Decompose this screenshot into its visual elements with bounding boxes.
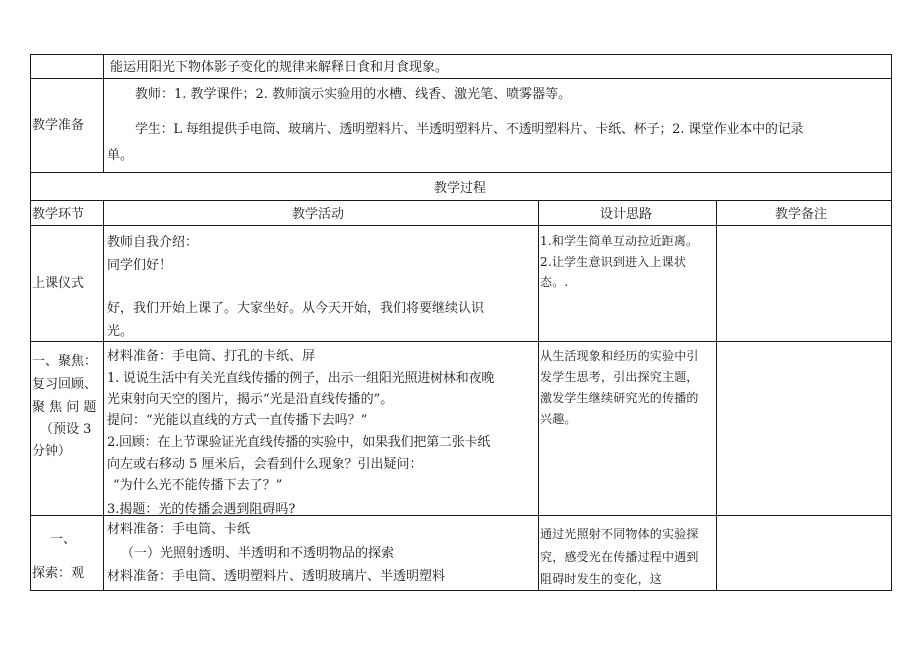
intro-activity-line: 同学们好！ <box>107 258 173 273</box>
prep-label-cell <box>30 78 104 173</box>
explore-activity-cell <box>103 515 539 591</box>
focus-design-line: 发学生思考，引出探究主题， <box>540 370 699 384</box>
focus-design-line: 兴趣。 <box>540 412 577 426</box>
focus-activity-line: “为什么光不能传播下去了？” <box>113 478 283 493</box>
explore-design-line: 究，感受光在传播过程中遇到 <box>540 550 699 564</box>
header-stage-cell <box>30 200 104 226</box>
focus-activity-line: 光束射向天空的图片，揭示“光是沿直线传播的”。 <box>107 392 394 407</box>
focus-activity-cell <box>103 341 539 516</box>
header-activity: 教学活动 <box>292 207 345 222</box>
focus-activity-line: 提问：“光能以直线的方式一直传播下去吗？” <box>107 413 368 428</box>
intro-activity-cell <box>103 225 539 342</box>
intro-stage: 上课仪式 <box>32 276 85 291</box>
focus-stage-cell <box>30 341 104 516</box>
prep-student-line-2: 单。 <box>107 148 134 163</box>
goal-content-cell <box>103 54 892 79</box>
process-title-cell <box>30 172 892 201</box>
focus-design-cell <box>538 341 717 516</box>
focus-activity-line: 1. 说说生活中有关光直线传播的例子，出示一组阳光照进树林和夜晚 <box>107 371 495 386</box>
focus-stage-line: 一、聚焦： <box>32 354 98 369</box>
focus-activity-line: 2.回顾：在上节课验证光直线传播的实验中，如果我们把第二张卡纸 <box>107 435 491 450</box>
intro-notes-cell <box>716 225 892 342</box>
header-stage: 教学环节 <box>32 207 85 222</box>
explore-activity-line: 材料准备：手电筒、卡纸 <box>107 522 251 537</box>
prep-student-line-1: 学生：L 每组提供手电筒、玻璃片、透明塑料片、半透明塑料片、不透明塑料片、卡纸、杯子；2. 课堂作业本中的记录 <box>135 122 804 137</box>
goal-stage-cell <box>30 54 104 79</box>
focus-design-line: 从生活现象和经历的实验中引 <box>540 349 699 363</box>
focus-activity-line: 向左或右移动 5 厘米后，会看到什么现象？引出疑问： <box>107 457 423 472</box>
intro-design-line: 1.和学生简单互动拉近距离。 <box>540 234 699 248</box>
intro-stage-cell <box>30 225 104 342</box>
explore-stage-line: 一、 <box>50 532 77 547</box>
intro-activity-line: 教师自我介绍： <box>107 235 199 250</box>
header-design: 设计思路 <box>600 207 653 222</box>
goal-text: 能运用阳光下物体影子变化的规律来解释日食和月食现象。 <box>110 60 449 75</box>
prep-teacher-text: 教师：1. 教学课件；2. 教师演示实验用的水槽、线香、激光笔、喷雾器等。 <box>135 87 572 102</box>
prep-label: 教学准备 <box>32 118 85 133</box>
focus-activity-line: 3.揭题：光的传播会遇到阻碍吗? <box>107 502 296 516</box>
focus-stage-line: （预设 3 <box>40 422 92 437</box>
explore-stage-cell <box>30 515 104 591</box>
header-notes-cell <box>716 200 892 226</box>
header-activity-cell <box>103 200 539 226</box>
focus-activity-line: 材料准备：手电筒、打孔的卡纸、屏 <box>107 349 316 364</box>
intro-design-line: 态。. <box>540 275 569 289</box>
prep-content-cell <box>103 78 892 173</box>
focus-stage-line: 聚 焦 问 题 <box>32 400 97 415</box>
header-notes: 教学备注 <box>775 207 828 222</box>
intro-activity-line: 好，我们开始上课了。大家坐好。从今天开始，我们将要继续认识 <box>107 301 485 316</box>
explore-design-line: 阻碍时发生的变化，这 <box>540 572 663 586</box>
explore-activity-line: 材料准备：手电筒、透明塑料片、透明玻璃片、半透明塑料 <box>107 569 446 584</box>
explore-design-line: 通过光照射不同物体的实验探 <box>540 527 699 541</box>
focus-stage-line: 复习回顾、 <box>32 377 98 392</box>
focus-notes-cell <box>716 341 892 516</box>
intro-design-line: 2.让学生意识到进入上课状 <box>540 255 687 269</box>
explore-notes-cell <box>716 515 892 591</box>
focus-stage-line: 分钟） <box>32 444 72 459</box>
header-design-cell <box>538 200 717 226</box>
intro-activity-line: 光。 <box>107 324 134 339</box>
process-title: 教学过程 <box>434 181 487 196</box>
explore-activity-line: （一）光照射透明、半透明和不透明物品的探索 <box>121 546 395 561</box>
focus-design-line: 激发学生继续研究光的传播的 <box>540 391 699 405</box>
explore-design-cell <box>538 515 717 591</box>
intro-design-cell <box>538 225 717 342</box>
explore-stage-line: 探索：观 <box>32 566 85 581</box>
